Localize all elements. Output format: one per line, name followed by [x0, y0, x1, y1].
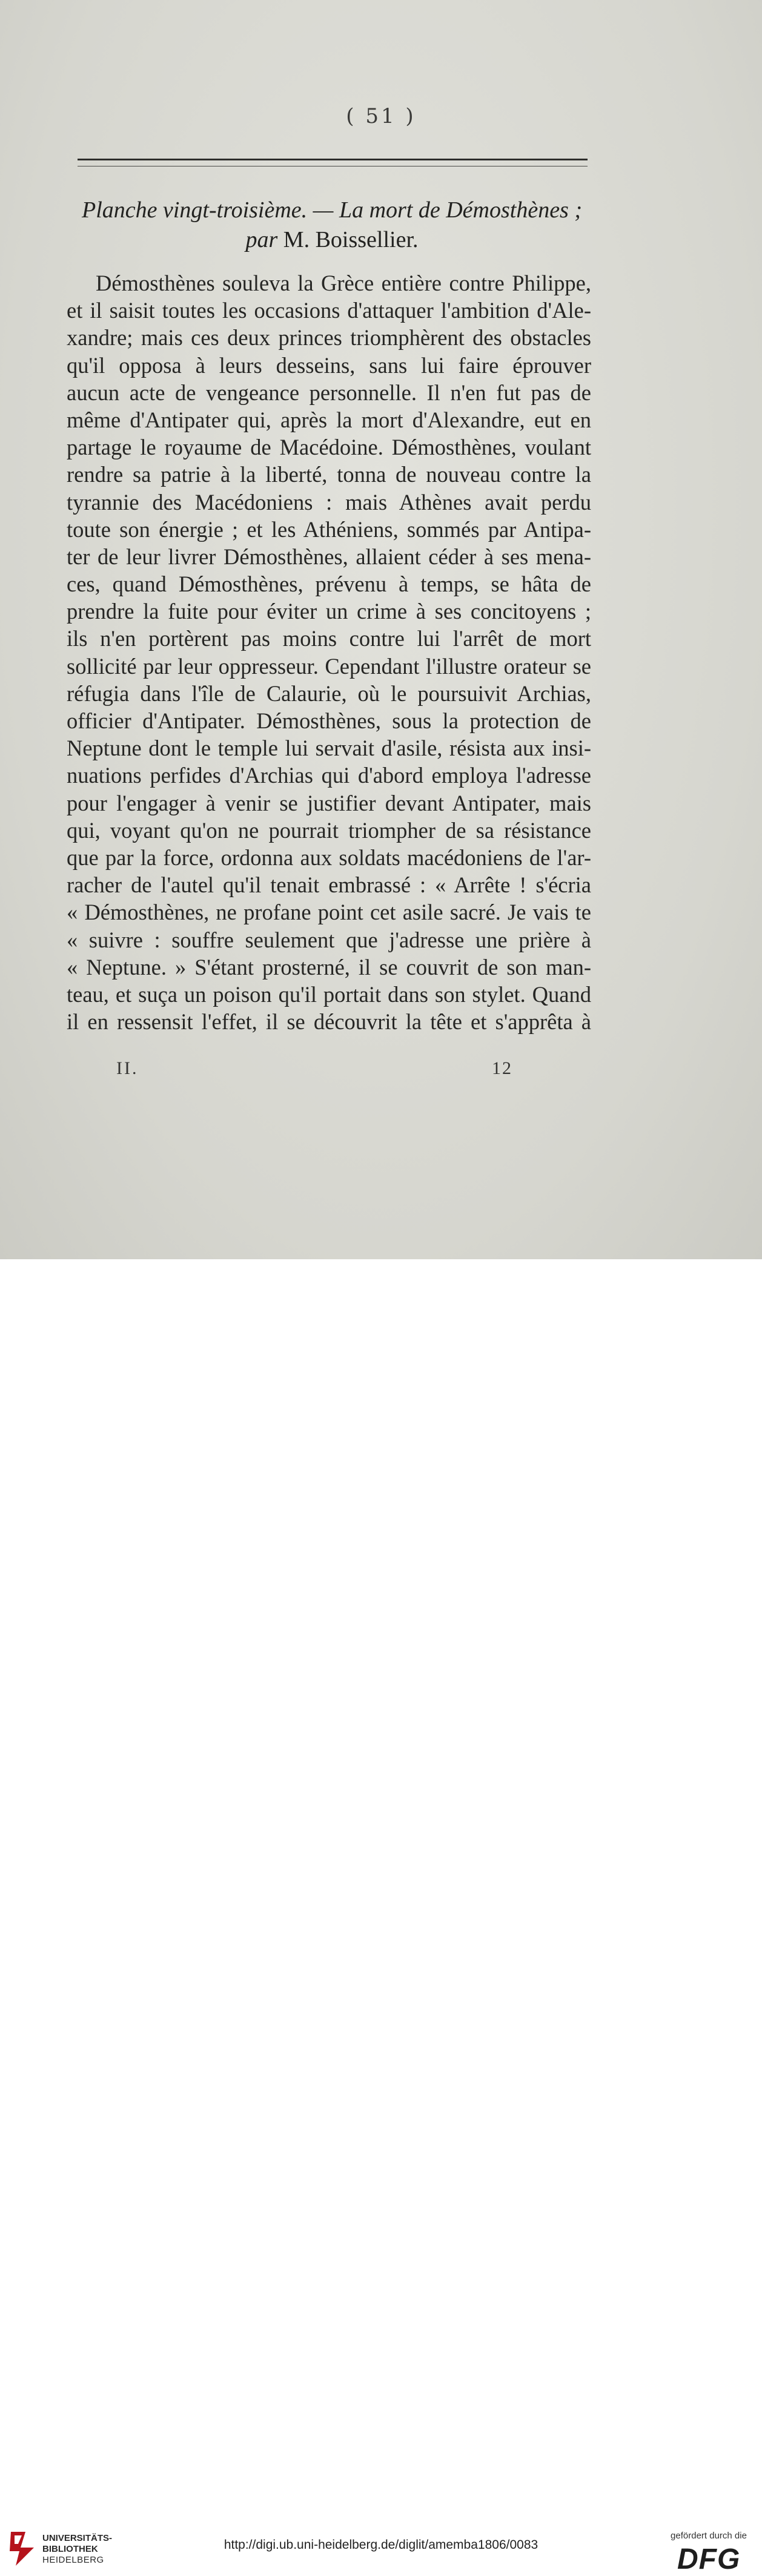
- body-line: aucun acte de vengeance personnelle. Il n'en fut pas de: [67, 380, 591, 405]
- body-line: il en ressensit l'effet, il se découvrit la tête et s'apprêta à: [67, 1009, 591, 1035]
- body-line: sollicité par leur oppresseur. Cependant l'illustre orateur se: [67, 653, 591, 679]
- byline-prefix: par: [245, 227, 278, 252]
- body-line: toute son énergie ; et les Athéniens, sommés par Antipa-: [67, 516, 591, 542]
- body-line: racher de l'autel qu'il tenait embrassé : « Arrête ! s'écria: [67, 872, 591, 898]
- body-line: xandre; mais ces deux princes triomphèrent des obstacles: [67, 325, 591, 351]
- footer-bar: [0, 1259, 762, 2575]
- scanned-page: [0, 0, 762, 1259]
- page-number: ( 51 ): [346, 104, 416, 128]
- body-line: et il saisit toutes les occasions d'attaquer l'ambition d'Ale-: [67, 298, 591, 323]
- body-line: tyrannie des Macédoniens : mais Athènes avait perdu: [67, 489, 591, 515]
- funded-by-label: gefördert durch die: [671, 2531, 747, 2541]
- body-line: réfugia dans l'île de Calaurie, où le poursuivit Archias,: [67, 680, 591, 706]
- header-rule-thick: [78, 159, 588, 160]
- body-line: « Démosthènes, ne profane point cet asile sacré. Je vais te: [67, 900, 591, 925]
- permalink[interactable]: http://digi.ub.uni-heidelberg.de/diglit/amemba1806/0083: [224, 2538, 538, 2552]
- body-line: « Neptune. » S'étant prosterné, il se couvrit de son man-: [67, 954, 591, 980]
- library-logo-icon: [7, 2529, 38, 2567]
- signature-mark-right: 12: [492, 1058, 512, 1078]
- body-line: ils n'en portèrent pas moins contre lui l'arrêt de mort: [67, 626, 591, 651]
- plate-title: Planche vingt-troisième. — La mort de Démosthènes ;: [82, 197, 582, 223]
- body-line: teau, et suça un poison qu'il portait dans son stylet. Quand: [67, 981, 591, 1007]
- library-name-line2: BIBLIOTHEK: [42, 2544, 98, 2554]
- body-line: pour l'engager à venir se justifier devant Antipater, mais: [67, 790, 591, 815]
- body-line: officier d'Antipater. Démosthènes, sous la protection de: [67, 708, 591, 733]
- signature-mark-left: II.: [116, 1058, 139, 1078]
- library-name: [42, 2533, 112, 2566]
- plate-byline: [71, 226, 592, 253]
- library-name-line1: UNIVERSITÄTS-: [42, 2533, 113, 2543]
- library-name-line3: HEIDELBERG: [42, 2555, 104, 2565]
- body-line: partage le royaume de Macédoine. Démosthènes, voulant: [67, 435, 591, 460]
- body-line: nuations perfides d'Archias qui d'abord employa l'adresse: [67, 763, 591, 788]
- body-paragraph: [67, 269, 591, 1035]
- body-line: rendre sa patrie à la liberté, tonna de nouveau contre la: [67, 462, 591, 487]
- body-line: prendre la fuite pour éviter un crime à ses concitoyens ;: [67, 599, 591, 624]
- byline-name: M. Boissellier.: [283, 227, 419, 252]
- body-line: ter de leur livrer Démosthènes, allaient céder à ses mena-: [67, 544, 591, 569]
- body-line: Démosthènes souleva la Grèce entière contre Philippe,: [96, 271, 591, 295]
- body-line: Neptune dont le temple lui servait d'asile, résista aux insi-: [67, 736, 591, 761]
- body-line: ces, quand Démosthènes, prévenu à temps, se hâta de: [67, 572, 591, 597]
- dfg-logo: DFG: [677, 2543, 741, 2575]
- body-line: qu'il opposa à leurs desseins, sans lui faire éprouver: [67, 352, 591, 378]
- body-line: qui, voyant qu'on ne pourrait triompher de sa résistance: [67, 817, 591, 843]
- body-line: que par la force, ordonna aux soldats macédoniens de l'ar-: [67, 845, 591, 870]
- body-line: même d'Antipater qui, après la mort d'Alexandre, eut en: [67, 407, 591, 432]
- body-line: « suivre : souffre seulement que j'adresse une prière à: [67, 927, 591, 952]
